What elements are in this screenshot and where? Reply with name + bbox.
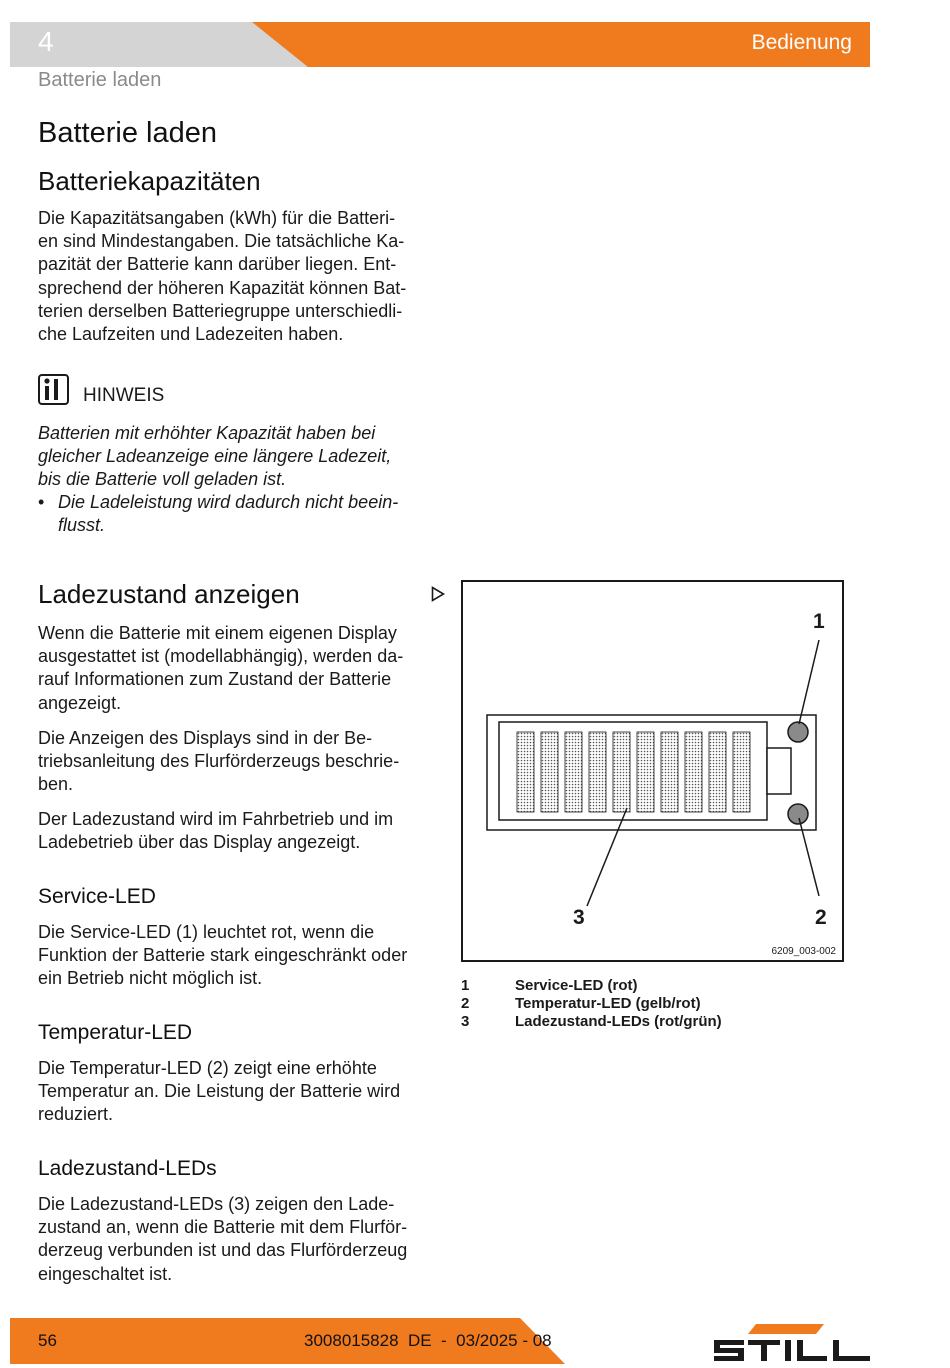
capacity-paragraph bbox=[38, 207, 428, 346]
text-line: rauf Informationen zum Zustand der Batterie bbox=[38, 669, 392, 690]
service-led bbox=[788, 722, 808, 742]
legend-text: Temperatur-LED (gelb/rot) bbox=[515, 995, 701, 1012]
text-line: Funktion der Batterie stark eingeschränkt oder bbox=[38, 945, 408, 966]
text-line: Die Ladezustand-LEDs (3) zeigen den Lade- bbox=[38, 1194, 395, 1214]
legend-number: 3 bbox=[461, 1013, 470, 1030]
bullet-marker: • bbox=[38, 492, 45, 512]
chapter-number: 4 bbox=[38, 26, 54, 57]
text-line: Batterien mit erhöhter Kapazität haben bei bbox=[38, 423, 376, 443]
charge-state-heading: Ladezustand anzeigen bbox=[38, 579, 300, 609]
text-line: gleicher Ladeanzeige eine längere Ladezeit, bbox=[38, 446, 392, 467]
charge-leds-heading: Ladezustand-LEDs bbox=[38, 1157, 217, 1180]
triangle-right-icon bbox=[431, 586, 445, 602]
charge-leds-paragraph bbox=[38, 1193, 433, 1286]
legend-item bbox=[461, 1013, 722, 1031]
text-line: Die Service-LED (1) leuchtet rot, wenn die bbox=[38, 922, 375, 942]
note-label: HINWEIS bbox=[83, 385, 165, 406]
text-line: ein Betrieb nicht möglich ist. bbox=[38, 968, 263, 989]
text-line: Ladebetrieb über das Display angezeigt. bbox=[38, 832, 361, 853]
header-section-label: Bedienung bbox=[751, 31, 852, 54]
text-line: zustand an, wenn die Batterie mit dem Flurför- bbox=[38, 1217, 408, 1238]
text-line: derzeug verbunden ist und das Flurförderzeug bbox=[38, 1240, 408, 1261]
note-bullet-text bbox=[58, 491, 423, 537]
text-line: ausgestattet ist (modellabhängig), werden da- bbox=[38, 646, 404, 667]
display-tab bbox=[767, 748, 791, 794]
text-line: en sind Mindestangaben. Die tatsächliche Ka- bbox=[38, 231, 405, 252]
legend-text: Ladezustand-LEDs (rot/grün) bbox=[515, 1013, 722, 1030]
callout-2: 2 bbox=[815, 906, 827, 929]
text-line: Die Anzeigen des Displays sind in der Be- bbox=[38, 728, 373, 748]
battery-display-figure bbox=[461, 580, 844, 962]
figure-code: 6209_003-002 bbox=[771, 946, 836, 957]
temperature-led bbox=[788, 804, 808, 824]
text-line: angezeigt. bbox=[38, 692, 122, 713]
temperature-led-paragraph bbox=[38, 1057, 433, 1127]
text-line: bis die Batterie voll geladen ist. bbox=[38, 469, 287, 490]
legend-text: Service-LED (rot) bbox=[515, 977, 638, 994]
info-icon bbox=[38, 374, 69, 405]
battery-display-drawing bbox=[463, 582, 842, 960]
service-led-heading: Service-LED bbox=[38, 885, 156, 908]
legend-number: 1 bbox=[461, 977, 470, 994]
text-line: Die Temperatur-LED (2) zeigt eine erhöhte bbox=[38, 1058, 377, 1078]
running-subheader: Batterie laden bbox=[38, 69, 162, 91]
legend-item bbox=[461, 977, 638, 995]
display-window bbox=[499, 722, 767, 820]
text-line: che Laufzeiten und Ladezeiten haben. bbox=[38, 324, 344, 345]
charge-state-paragraph-2 bbox=[38, 727, 423, 797]
callout-line-1 bbox=[799, 640, 819, 724]
text-line: ben. bbox=[38, 774, 74, 795]
temperature-led-heading: Temperatur-LED bbox=[38, 1021, 193, 1044]
text-line: flusst. bbox=[58, 515, 106, 535]
charge-state-paragraph-3 bbox=[38, 808, 423, 854]
note-paragraph bbox=[38, 422, 423, 492]
service-led-paragraph bbox=[38, 921, 433, 991]
still-logo bbox=[712, 1322, 872, 1364]
document-reference: 3008015828 DE - 03/2025 - 08 bbox=[304, 1331, 552, 1350]
main-title: Batterie laden bbox=[38, 117, 217, 149]
text-line: Die Kapazitätsangaben (kWh) für die Batteri- bbox=[38, 208, 396, 228]
text-line: triebsanleitung des Flurförderzeugs beschrie- bbox=[38, 751, 400, 772]
text-line: Die Ladeleistung wird dadurch nicht beein- bbox=[58, 492, 399, 512]
legend-item bbox=[461, 995, 701, 1013]
capacity-heading: Batteriekapazitäten bbox=[38, 166, 261, 196]
text-line: Temperatur an. Die Leistung der Batterie wird bbox=[38, 1081, 401, 1102]
text-line: sprechend der höheren Kapazität können Bat- bbox=[38, 277, 407, 298]
charge-state-paragraph-1 bbox=[38, 622, 423, 715]
text-line: eingeschaltet ist. bbox=[38, 1263, 173, 1284]
text-line: pazität der Batterie kann darüber liegen. Ent- bbox=[38, 254, 397, 275]
text-line: reduziert. bbox=[38, 1104, 114, 1125]
text-line: terien derselben Batteriegruppe unterschiedli- bbox=[38, 300, 403, 321]
legend-number: 2 bbox=[461, 995, 470, 1012]
text-line: Wenn die Batterie mit einem eigenen Display bbox=[38, 623, 397, 643]
callout-3: 3 bbox=[573, 906, 585, 929]
callout-1: 1 bbox=[813, 610, 825, 633]
text-line: Der Ladezustand wird im Fahrbetrieb und im bbox=[38, 809, 394, 829]
page-number: 56 bbox=[38, 1331, 57, 1350]
